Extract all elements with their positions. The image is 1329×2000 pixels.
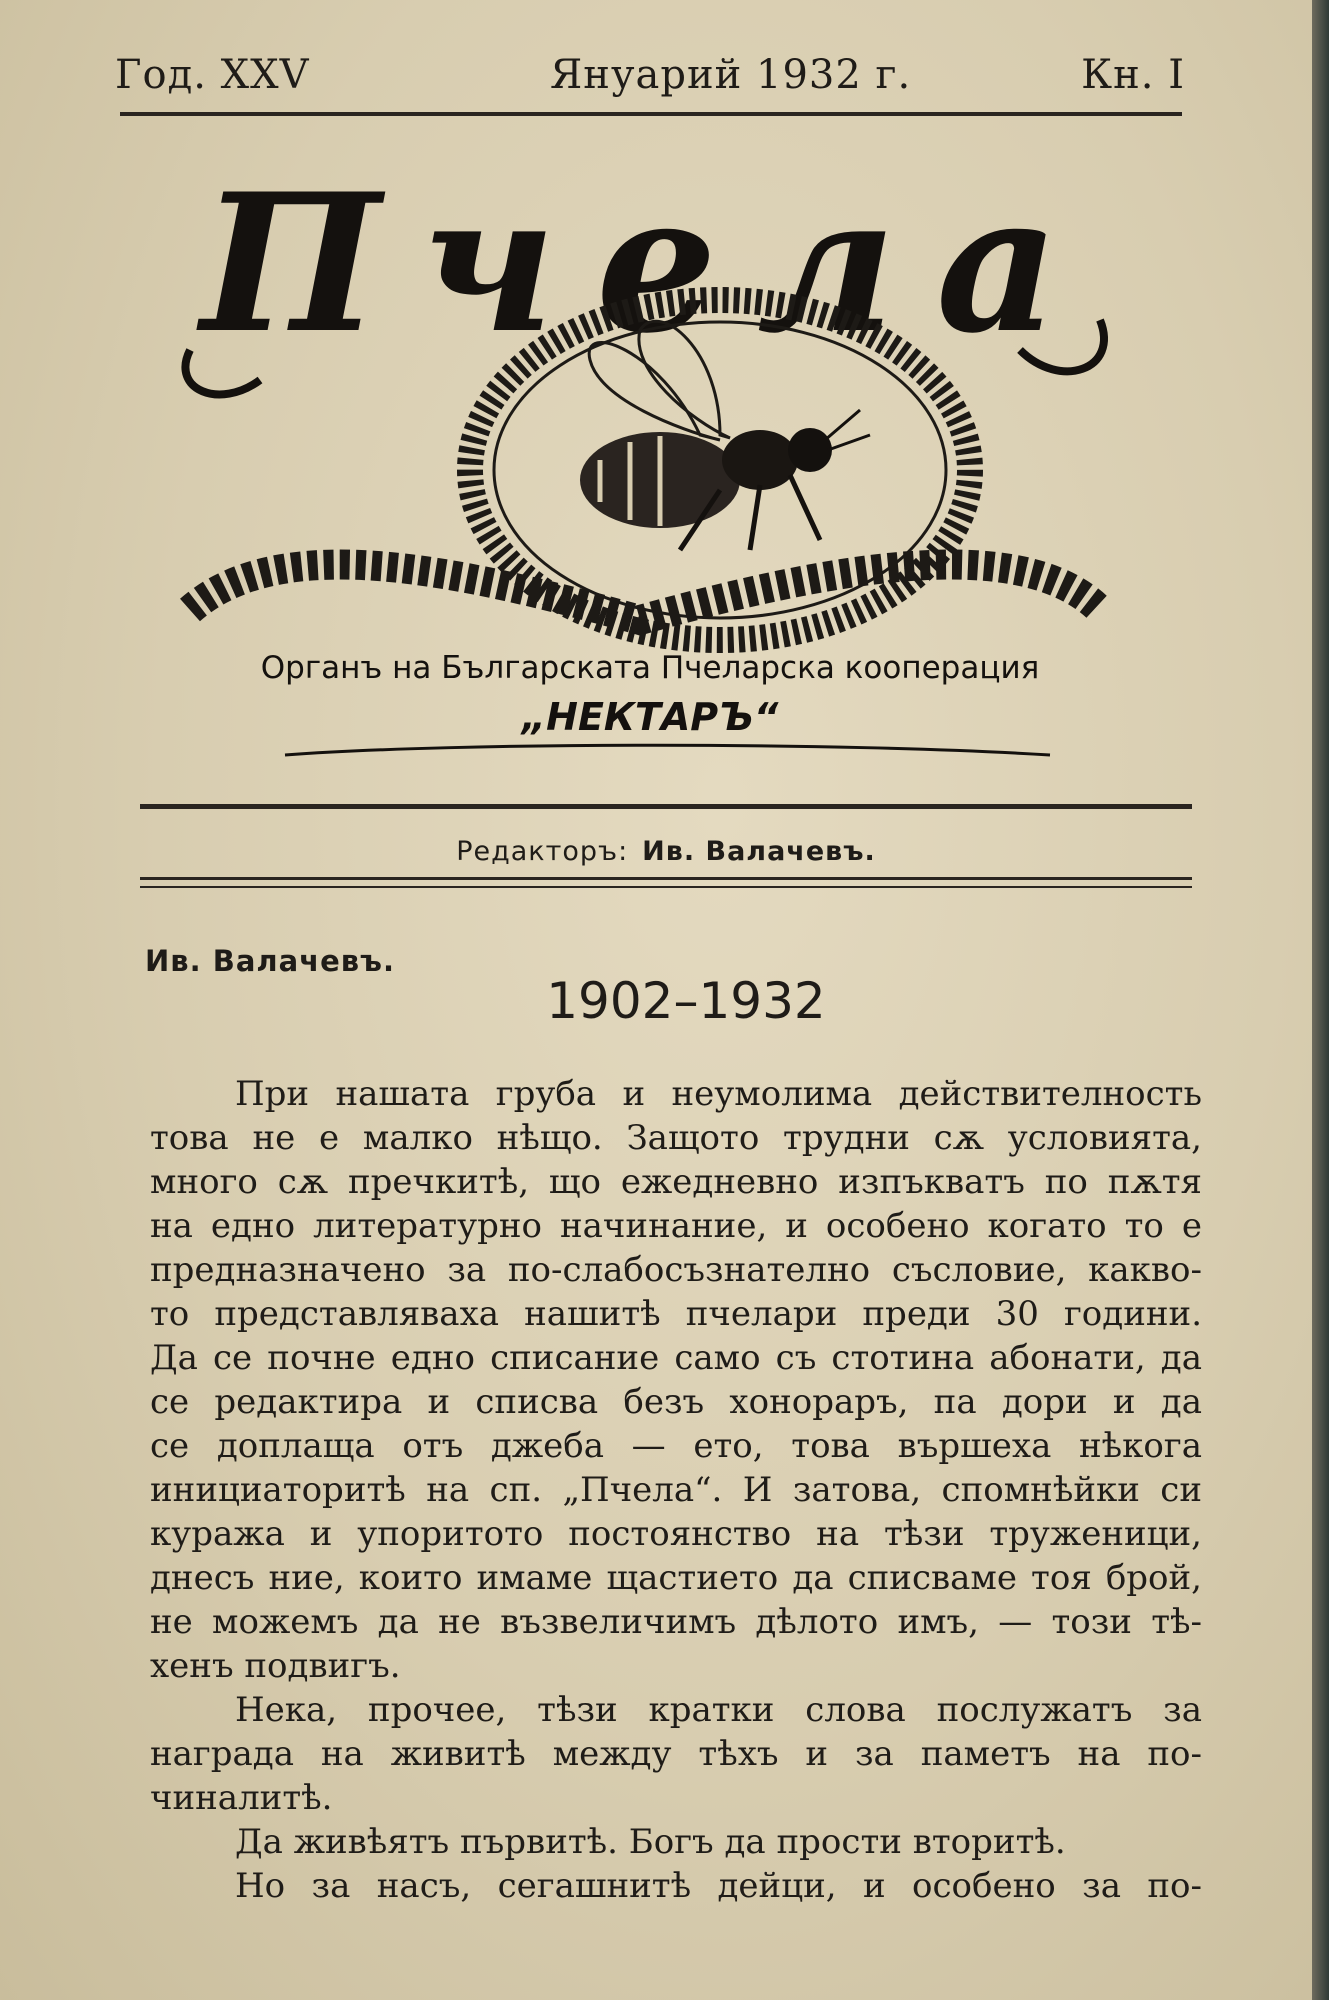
article-line: се редактира и списва безъ хонораръ, па дори и да <box>150 1382 1202 1422</box>
article-line: това не е малко нѣщо. Защото трудни сѫ условията, <box>150 1118 1202 1158</box>
article-line: При нашата груба и неумолима действителность <box>235 1074 1202 1114</box>
masthead-cooperative: „НЕКТАРЪ“ <box>521 695 779 739</box>
masthead-rule <box>140 804 1192 809</box>
article-line: хенъ подвигъ. <box>150 1646 401 1686</box>
article-line: Но за насъ, сегашнитѣ дейци, и особено за по- <box>235 1866 1202 1906</box>
issue-header <box>115 52 1185 102</box>
article-line: не можемъ да не възвеличимъ дѣлото имъ, — този тѣ- <box>150 1602 1202 1642</box>
editor-rule-top <box>140 877 1192 880</box>
issue-date: Януарий 1932 г. <box>550 52 912 98</box>
binding-edge <box>1312 0 1329 2000</box>
editor-name: Ив. Валачевъ. <box>642 836 876 867</box>
article-author: Ив. Валачевъ. <box>145 944 395 978</box>
article-line: то представляваха нашитѣ пчелари преди 30 години. <box>150 1294 1202 1334</box>
article-line: куража и упоритото постоянство на тѣзи труженици, <box>150 1514 1202 1554</box>
article-title-wrap <box>0 972 1312 1030</box>
masthead-subtitle: Органъ на Българската Пчеларска кооперация <box>260 650 1040 686</box>
article-line: Нека, прочее, тѣзи кратки слова послужатъ за <box>235 1690 1202 1730</box>
article-line: чиналитѣ. <box>150 1778 333 1818</box>
header-rule <box>120 112 1182 116</box>
article-title: 1902–1932 <box>546 972 826 1030</box>
article-line: награда на живитѣ между тѣхъ и за паметъ на по- <box>150 1734 1202 1774</box>
editor-label: Редакторъ: <box>456 836 629 867</box>
article-line: инициаторитѣ на сп. „Пчела“. И затова, спомнѣйки си <box>150 1470 1202 1510</box>
masthead <box>160 150 1140 770</box>
article-line: Да живѣятъ първитѣ. Богъ да прости вторитѣ. <box>235 1822 1066 1862</box>
article-line: много сѫ пречкитѣ, що ежедневно изпъкватъ по пѫтя <box>150 1162 1202 1202</box>
editor-line <box>140 836 1192 867</box>
article-line: днесъ ние, които имаме щастието да списваме тоя брой, <box>150 1558 1202 1598</box>
article-line: се доплаща отъ джеба — ето, това вършеха нѣкога <box>150 1426 1202 1466</box>
article-body <box>150 1072 1202 1908</box>
volume-year: Год. XXV <box>115 52 310 98</box>
article-line: предназначено за по-слабосъзнателно съсловие, какво- <box>150 1250 1202 1290</box>
article-line: на едно литературно начинание, и особено когато то е <box>150 1206 1202 1246</box>
masthead-title: Пчела <box>200 152 1100 375</box>
editor-rule-bottom <box>140 886 1192 888</box>
issue-number: Кн. I <box>1081 52 1185 98</box>
article-line: Да се почне едно списание само съ стотина абонати, да <box>150 1338 1202 1378</box>
